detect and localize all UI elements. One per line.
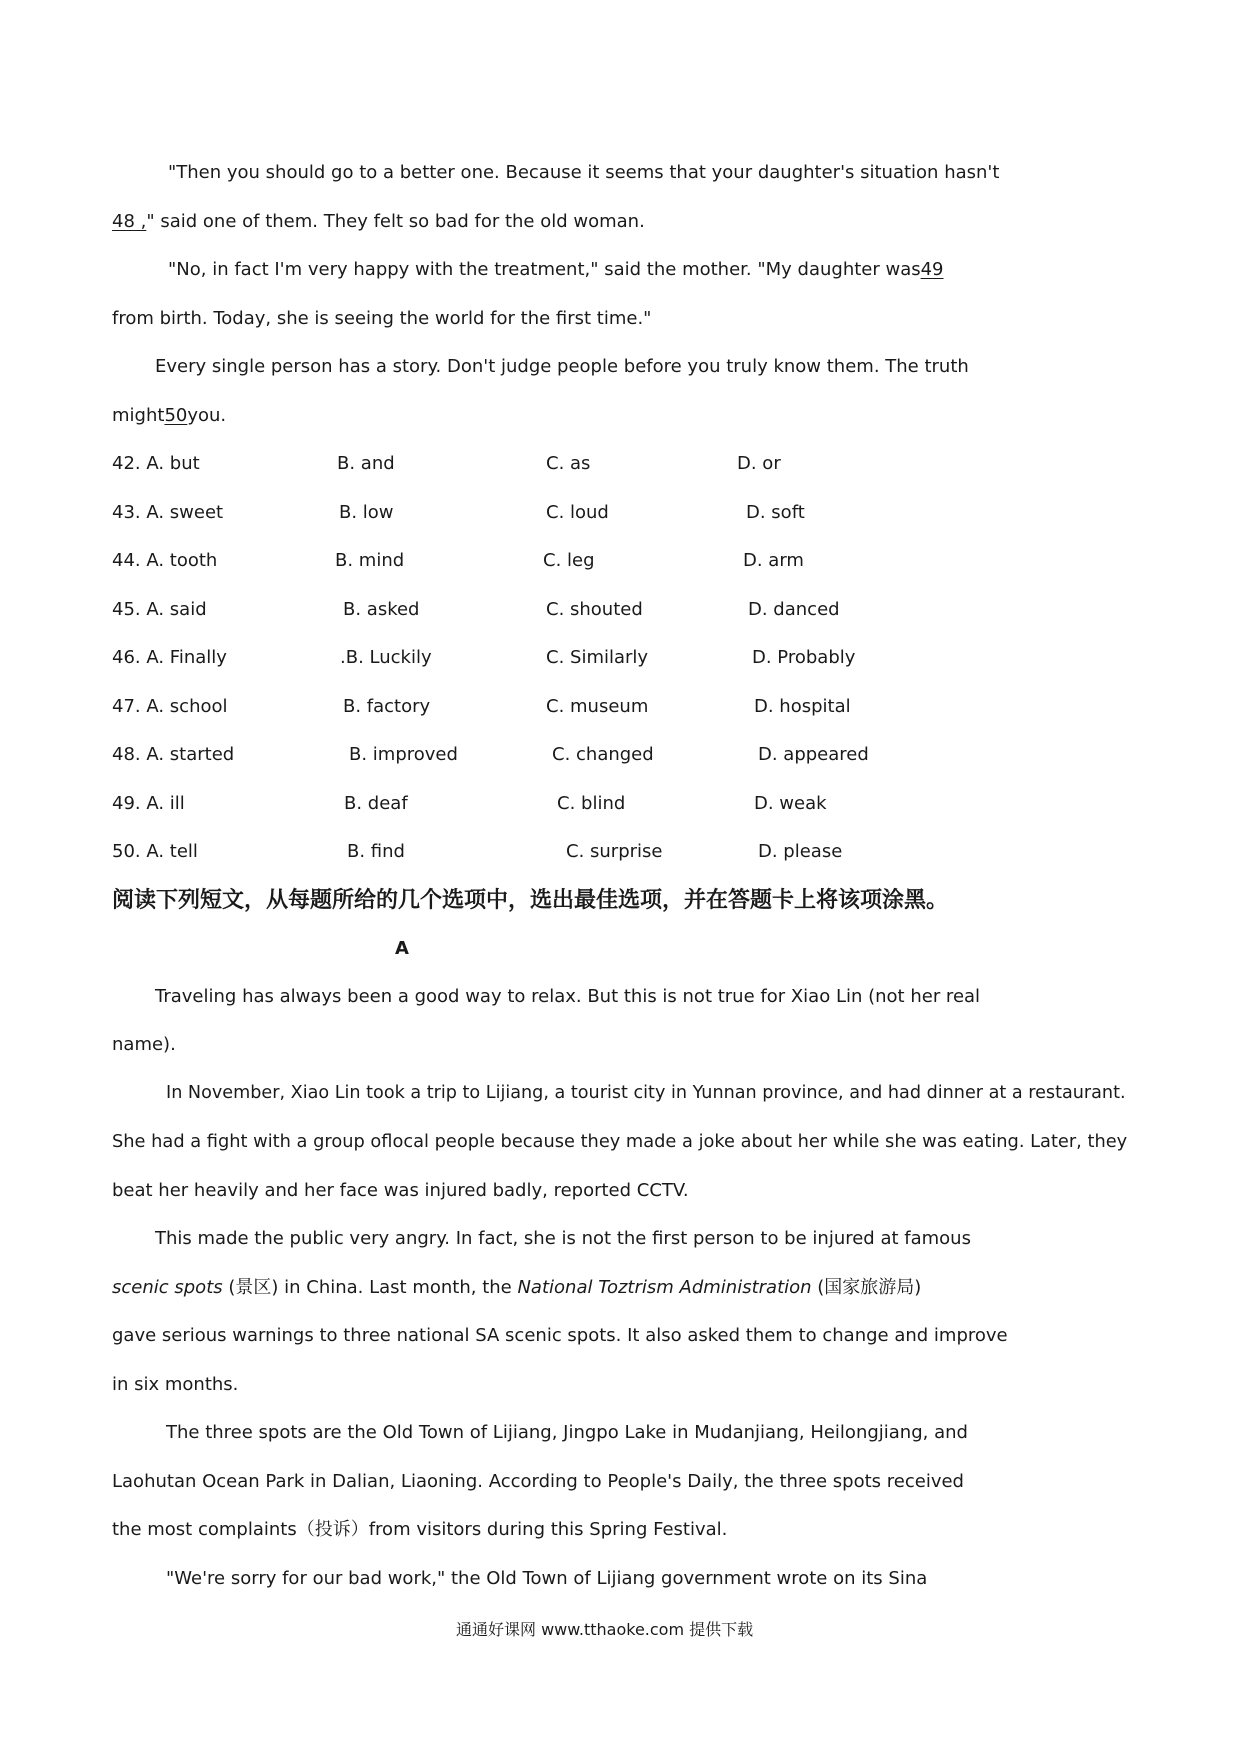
option-d: D. soft — [746, 502, 805, 523]
page-footer: 通通好课网 www.tthaoke.com 提供下载 — [456, 1620, 754, 1639]
passage-para4-line2: Laohutan Ocean Park in Dalian, Liaoning. According to People's Daily, the three spots received — [112, 1471, 964, 1492]
option-c: C. shouted — [546, 599, 643, 620]
option-a: 48. A. started — [112, 744, 235, 765]
option-a: 49. A. ill — [112, 793, 185, 814]
passage-para2-line2: She had a fight with a group oflocal people because they made a joke about her while she was eating. Later, they — [112, 1131, 1128, 1152]
passage-para2-line1: In November, Xiao Lin took a trip to Lijiang, a tourist city in Yunnan province, and had dinner at a restaurant. — [166, 1083, 1126, 1103]
story-p2-line2: from birth. Today, she is seeing the world for the first time." — [112, 308, 652, 329]
option-c: C. leg — [543, 550, 595, 571]
option-b: B. asked — [343, 599, 420, 620]
story-p3-line1: Every single person has a story. Don't judge people before you truly know them. The truth — [155, 356, 969, 377]
option-a: 46. A. Finally — [112, 647, 227, 668]
blank-48: 48 , — [112, 211, 147, 232]
option-d: D. Probably — [752, 647, 856, 668]
option-d: D. danced — [748, 599, 840, 620]
option-c: C. loud — [546, 502, 609, 523]
option-a: 50. A. tell — [112, 841, 198, 862]
reading-instruction: 阅读下列短文，从每题所给的几个选项中，选出最佳选项，并在答题卡上将该项涂黑。 — [112, 887, 949, 913]
option-b: B. low — [339, 502, 394, 523]
option-d: D. appeared — [758, 744, 869, 765]
story-p2-line1-start: "No, in fact I'm very happy with the treatment," said the mother. "My daughter was — [168, 259, 921, 280]
option-b: B. factory — [343, 696, 431, 717]
story-p2-line1 — [168, 261, 944, 279]
option-c: C. changed — [552, 744, 654, 765]
passage-para5-line1: "We're sorry for our bad work," the Old Town of Lijiang government wrote on its Sina — [166, 1568, 928, 1589]
option-a: 44. A. tooth — [112, 550, 218, 571]
option-b: B. and — [337, 453, 395, 474]
passage-para3-line2-mid: (景区) in China. Last month, the — [222, 1277, 518, 1298]
passage-para3-line1: This made the public very angry. In fact, she is not the first person to be injured at famous — [155, 1228, 971, 1249]
option-a: 43. A. sweet — [112, 502, 224, 523]
section-title: A — [395, 938, 409, 959]
option-d: D. weak — [754, 793, 827, 814]
option-b: B. improved — [349, 744, 458, 765]
blank-49: 49 — [920, 259, 944, 280]
passage-para3-line3: gave serious warnings to three national SA scenic spots. It also asked them to change and improve — [112, 1325, 1008, 1346]
option-d: D. hospital — [754, 696, 851, 717]
option-a: 45. A. said — [112, 599, 207, 620]
passage-para4-line3: the most complaints（投诉）from visitors during this Spring Festival. — [112, 1519, 728, 1540]
option-d: D. arm — [743, 550, 804, 571]
story-p3-line2-end: you. — [187, 405, 227, 426]
passage-para3-line2 — [112, 1279, 921, 1297]
option-b: B. deaf — [344, 793, 408, 814]
option-b: B. mind — [335, 550, 405, 571]
term-scenic-spots: scenic spots — [112, 1277, 223, 1298]
option-c: C. Similarly — [546, 647, 649, 668]
option-c: C. surprise — [566, 841, 663, 862]
story-p1-line2-rest: " said one of them. They felt so bad for the old woman. — [146, 211, 645, 232]
passage-para1-line2: name). — [112, 1034, 176, 1055]
passage-para3-line4: in six months. — [112, 1374, 239, 1395]
passage-para3-line2-end: (国家旅游局) — [811, 1277, 922, 1298]
option-c: C. as — [546, 453, 591, 474]
passage-para4-line1: The three spots are the Old Town of Lijiang, Jingpo Lake in Mudanjiang, Heilongjiang, and — [166, 1422, 968, 1443]
option-a: 42. A. but — [112, 453, 200, 474]
option-d: D. please — [758, 841, 843, 862]
option-b: B. find — [347, 841, 405, 862]
option-c: C. museum — [546, 696, 649, 717]
option-a: 47. A. school — [112, 696, 228, 717]
blank-50: 50 — [164, 405, 188, 426]
story-p1-line2 — [112, 213, 645, 231]
story-p3-line2-start: might — [112, 405, 165, 426]
story-p1-line1: "Then you should go to a better one. Because it seems that your daughter's situation hasn't — [168, 162, 1000, 183]
option-b: .B. Luckily — [340, 647, 432, 668]
term-tourism-administration: National Toztrism Administration — [517, 1277, 812, 1298]
story-p3-line2 — [112, 407, 226, 425]
passage-para2-line3: beat her heavily and her face was injured badly, reported CCTV. — [112, 1180, 689, 1201]
option-c: C. blind — [557, 793, 626, 814]
passage-para1-line1: Traveling has always been a good way to relax. But this is not true for Xiao Lin (not her real — [155, 986, 981, 1007]
option-d: D. or — [737, 453, 781, 474]
